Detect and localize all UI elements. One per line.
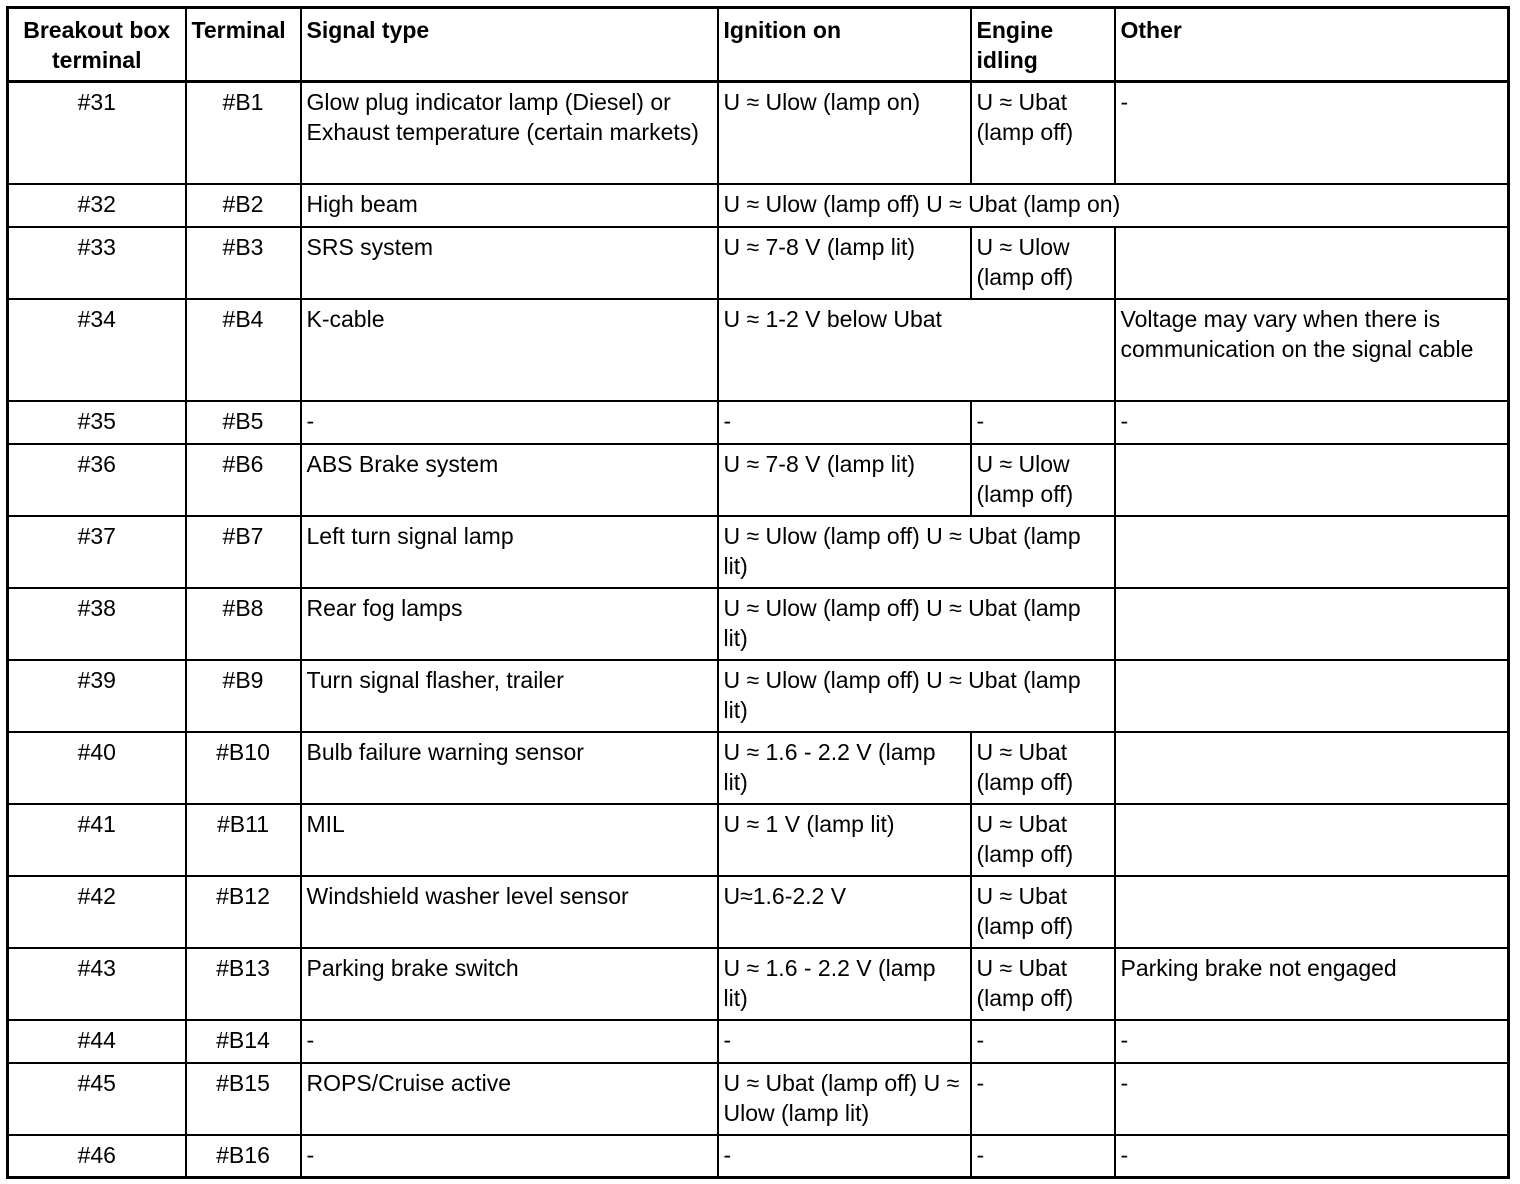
- terminal-cell: #B10: [186, 732, 301, 804]
- breakout-box-terminal-cell: #37: [8, 516, 186, 588]
- table-row: [8, 299, 1509, 401]
- breakout-box-terminal-cell: #36: [8, 444, 186, 516]
- terminal-cell: #B11: [186, 804, 301, 876]
- engine-idling-cell: U ≈ Ulow (lamp off): [971, 444, 1115, 516]
- breakout-box-terminal-cell: #39: [8, 660, 186, 732]
- engine-idling-cell: U ≈ Ulow (lamp off): [971, 227, 1115, 299]
- terminal-cell: #B16: [186, 1135, 301, 1178]
- table-row: [8, 948, 1509, 1020]
- terminal-cell: #B4: [186, 299, 301, 401]
- other-cell: Parking brake not engaged: [1115, 948, 1509, 1020]
- terminal-cell: #B3: [186, 227, 301, 299]
- other-cell: [1115, 660, 1509, 732]
- ignition-on-merged-cell: U ≈ Ulow (lamp off) U ≈ Ubat (lamp lit): [718, 516, 1115, 588]
- breakout-box-terminal-cell: #32: [8, 184, 186, 227]
- breakout-box-terminal-cell: #44: [8, 1020, 186, 1063]
- column-header-signal-type: Signal type: [301, 8, 718, 82]
- engine-idling-cell: -: [971, 401, 1115, 444]
- engine-idling-cell: U ≈ Ubat (lamp off): [971, 804, 1115, 876]
- signal-type-cell: ABS Brake system: [301, 444, 718, 516]
- table-row: [8, 227, 1509, 299]
- other-cell: -: [1115, 401, 1509, 444]
- signal-type-cell: Turn signal flasher, trailer: [301, 660, 718, 732]
- terminal-cell: #B9: [186, 660, 301, 732]
- column-header-engine-idling: Engine idling: [971, 8, 1115, 82]
- other-cell: -: [1115, 1020, 1509, 1063]
- breakout-box-terminal-cell: #31: [8, 82, 186, 184]
- signal-table: [6, 6, 1510, 1179]
- table-row: [8, 732, 1509, 804]
- engine-idling-cell: U ≈ Ubat (lamp off): [971, 82, 1115, 184]
- other-cell: -: [1115, 1135, 1509, 1178]
- table-body: [8, 82, 1509, 1178]
- table-row: [8, 401, 1509, 444]
- ignition-on-cell: U≈1.6-2.2 V: [718, 876, 971, 948]
- signal-type-cell: High beam: [301, 184, 718, 227]
- breakout-box-terminal-cell: #42: [8, 876, 186, 948]
- table-row: [8, 804, 1509, 876]
- breakout-box-terminal-cell: #33: [8, 227, 186, 299]
- table-row: [8, 660, 1509, 732]
- ignition-on-cell: -: [718, 1135, 971, 1178]
- breakout-box-terminal-cell: #34: [8, 299, 186, 401]
- signal-type-cell: -: [301, 1020, 718, 1063]
- table-row: [8, 184, 1509, 227]
- signal-type-cell: K-cable: [301, 299, 718, 401]
- terminal-cell: #B2: [186, 184, 301, 227]
- ignition-on-cell: U ≈ Ulow (lamp on): [718, 82, 971, 184]
- other-cell: [1115, 876, 1509, 948]
- signal-type-cell: Glow plug indicator lamp (Diesel) or Exhaust temperature (certain markets): [301, 82, 718, 184]
- breakout-box-terminal-cell: #46: [8, 1135, 186, 1178]
- breakout-box-terminal-cell: #38: [8, 588, 186, 660]
- other-cell: [1115, 227, 1509, 299]
- engine-idling-cell: -: [971, 1020, 1115, 1063]
- table-row: [8, 588, 1509, 660]
- breakout-box-terminal-cell: #45: [8, 1063, 186, 1135]
- terminal-cell: #B6: [186, 444, 301, 516]
- breakout-box-terminal-cell: #40: [8, 732, 186, 804]
- other-cell: -: [1115, 1063, 1509, 1135]
- header-row: [8, 8, 1509, 82]
- terminal-cell: #B1: [186, 82, 301, 184]
- other-cell: [1115, 804, 1509, 876]
- engine-idling-cell: -: [971, 1063, 1115, 1135]
- terminal-cell: #B15: [186, 1063, 301, 1135]
- signal-type-cell: Windshield washer level sensor: [301, 876, 718, 948]
- ignition-on-cell: U ≈ 7-8 V (lamp lit): [718, 444, 971, 516]
- table-row: [8, 876, 1509, 948]
- engine-idling-cell: U ≈ Ubat (lamp off): [971, 948, 1115, 1020]
- terminal-cell: #B8: [186, 588, 301, 660]
- signal-type-cell: ROPS/Cruise active: [301, 1063, 718, 1135]
- other-cell: [1115, 444, 1509, 516]
- column-header-ignition-on: Ignition on: [718, 8, 971, 82]
- other-cell: -: [1115, 82, 1509, 184]
- engine-idling-cell: U ≈ Ubat (lamp off): [971, 876, 1115, 948]
- terminal-cell: #B14: [186, 1020, 301, 1063]
- column-header-breakout-box-terminal: Breakout box terminal: [8, 8, 186, 82]
- signal-type-cell: Left turn signal lamp: [301, 516, 718, 588]
- terminal-cell: #B5: [186, 401, 301, 444]
- ignition-on-cell: -: [718, 1020, 971, 1063]
- column-header-other: Other: [1115, 8, 1509, 82]
- ignition-on-merged-cell: U ≈ Ulow (lamp off) U ≈ Ubat (lamp lit): [718, 660, 1115, 732]
- other-cell: [1115, 516, 1509, 588]
- breakout-box-terminal-cell: #35: [8, 401, 186, 444]
- signal-type-cell: -: [301, 401, 718, 444]
- table-row: [8, 516, 1509, 588]
- ignition-on-merged-cell: U ≈ Ulow (lamp off) U ≈ Ubat (lamp lit): [718, 588, 1115, 660]
- other-cell: [1115, 588, 1509, 660]
- ignition-on-merged-cell: U ≈ Ulow (lamp off) U ≈ Ubat (lamp on): [718, 184, 1509, 227]
- signal-type-cell: SRS system: [301, 227, 718, 299]
- signal-type-cell: Bulb failure warning sensor: [301, 732, 718, 804]
- column-header-terminal: Terminal: [186, 8, 301, 82]
- table-row: [8, 1020, 1509, 1063]
- table-row: [8, 1135, 1509, 1178]
- terminal-cell: #B12: [186, 876, 301, 948]
- ignition-on-cell: U ≈ 1.6 - 2.2 V (lamp lit): [718, 732, 971, 804]
- ignition-on-cell: U ≈ 1.6 - 2.2 V (lamp lit): [718, 948, 971, 1020]
- other-cell: [1115, 732, 1509, 804]
- ignition-on-cell: U ≈ 1 V (lamp lit): [718, 804, 971, 876]
- engine-idling-cell: -: [971, 1135, 1115, 1178]
- table-row: [8, 82, 1509, 184]
- ignition-on-cell: U ≈ 7-8 V (lamp lit): [718, 227, 971, 299]
- table-row: [8, 444, 1509, 516]
- ignition-on-cell: -: [718, 401, 971, 444]
- table-row: [8, 1063, 1509, 1135]
- terminal-cell: #B13: [186, 948, 301, 1020]
- ignition-on-merged-cell: U ≈ 1-2 V below Ubat: [718, 299, 1115, 401]
- ignition-on-cell: U ≈ Ubat (lamp off) U ≈ Ulow (lamp lit): [718, 1063, 971, 1135]
- other-cell: Voltage may vary when there is communication on the signal cable: [1115, 299, 1509, 401]
- engine-idling-cell: U ≈ Ubat (lamp off): [971, 732, 1115, 804]
- breakout-box-terminal-cell: #41: [8, 804, 186, 876]
- signal-type-cell: Rear fog lamps: [301, 588, 718, 660]
- breakout-box-terminal-cell: #43: [8, 948, 186, 1020]
- signal-type-cell: MIL: [301, 804, 718, 876]
- signal-type-cell: Parking brake switch: [301, 948, 718, 1020]
- terminal-cell: #B7: [186, 516, 301, 588]
- signal-type-cell: -: [301, 1135, 718, 1178]
